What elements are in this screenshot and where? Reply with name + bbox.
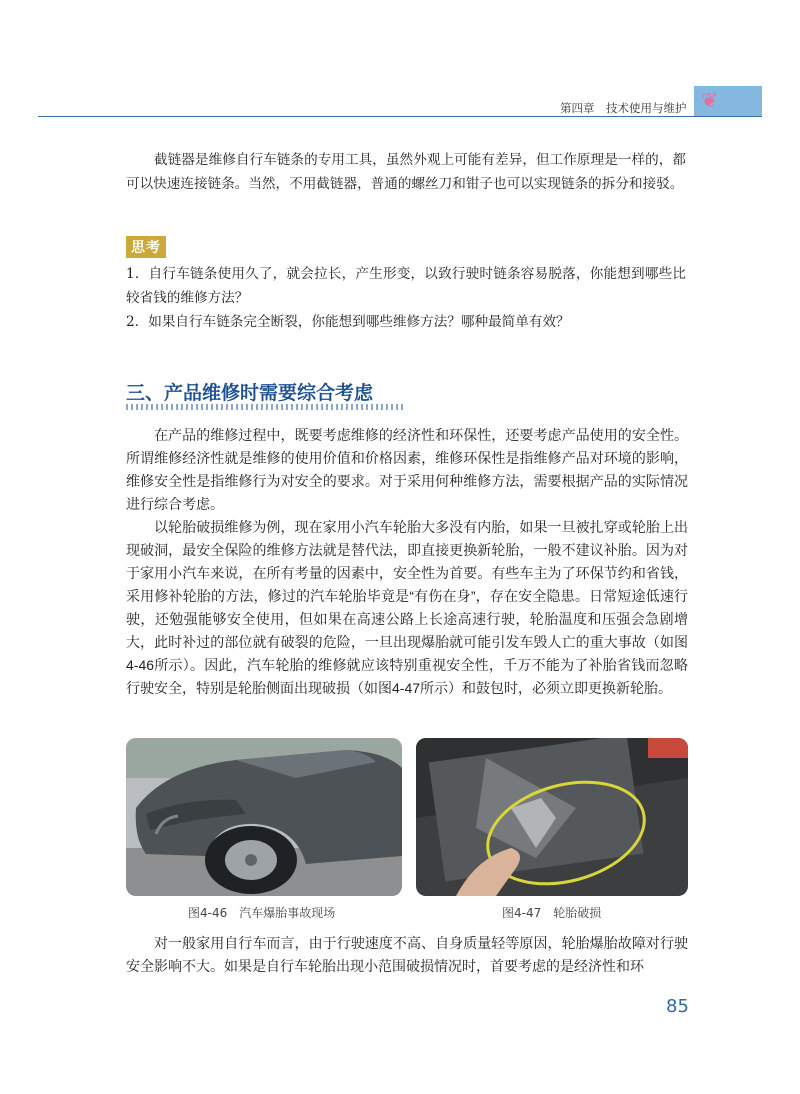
figure-4-46-caption: 图4-46 汽车爆胎事故现场 [188,906,336,920]
header-rule [38,116,762,117]
thinking-question-2: 2．如果自行车链条完全断裂，你能想到哪些维修方法？哪种最简单有效？ [126,314,570,330]
body-paragraph-3: 对一般家用自行车而言，由于行驶速度不高、自身质量轻等原因，轮胎爆胎故障对行驶安全影响不大。如果是自行车轮胎出现小范围破损情况时，首要考虑的是经济性和环 [126,935,688,974]
thinking-label: 思考 [126,236,166,258]
body-paragraph-1: 在产品的维修过程中，既要考虑维修的经济性和环保性，还要考虑产品使用的安全性。所谓维修经济性就是维修的使用价值和价格因素，维修环保性是指维修产品对环境的影响，维修安全性是指维修行为对安全的要求。对于采用何种维修方法，需要根据产品的实际情况进行综合考虑。 [126,427,688,512]
body-paragraph-2: 以轮胎破损维修为例，现在家用小汽车轮胎大多没有内胎，如果一旦被扎穿或轮胎上出现破洞，最安全保险的维修方法就是替代法，即直接更换新轮胎，一般不建议补胎。因为对于家用小汽车来说，在所有考量的因素中，安全性为首要。有些车主为了环保节约和省钱，采用修补轮胎的方法，修过的汽车轮胎毕竟是“有伤在身”，存在安全隐患。日常短途低速行驶，还勉强能够安全使用，但如果在高速公路上长途高速行驶，轮胎温度和压强会急剧增大，此时补过的部位就有破裂的危险，一旦出现爆胎就可能引发车毁人亡的重大事故（如图4-46所示）。因此，汽车轮胎的维修就应该特别重视安全性，千万不能为了补胎省钱而忽略行驶安全，特别是轮胎侧面出现破损（如图4-47所示）和鼓包时，必须立即更换新轮胎。 [126,519,688,696]
figure-4-46-car-tire-accident-photo [126,738,402,896]
intro-paragraph: 截链器是维修自行车链条的专用工具，虽然外观上可能有差异，但工作原理是一样的，都可以快速连接链条。当然，不用截链器，普通的螺丝刀和钳子也可以实现链条的拆分和接驳。 [126,152,686,192]
page-number: 85 [666,996,689,1017]
section-title-underline [126,404,406,410]
section-title: 三、产品维修时需要综合考虑 [126,382,374,404]
figure-4-47-caption: 图4-47 轮胎破损 [502,906,602,920]
figure-4-47-tire-damage-photo [416,738,688,896]
chapter-title: 第四章 技术使用与维护 [560,101,687,115]
thinking-question-1: 1．自行车链条使用久了，就会拉长，产生形变，以致行驶时链条容易脱落，你能想到哪些比较省钱的维修方法？ [126,266,686,306]
header-ornament-icon: ❦ [701,88,718,112]
